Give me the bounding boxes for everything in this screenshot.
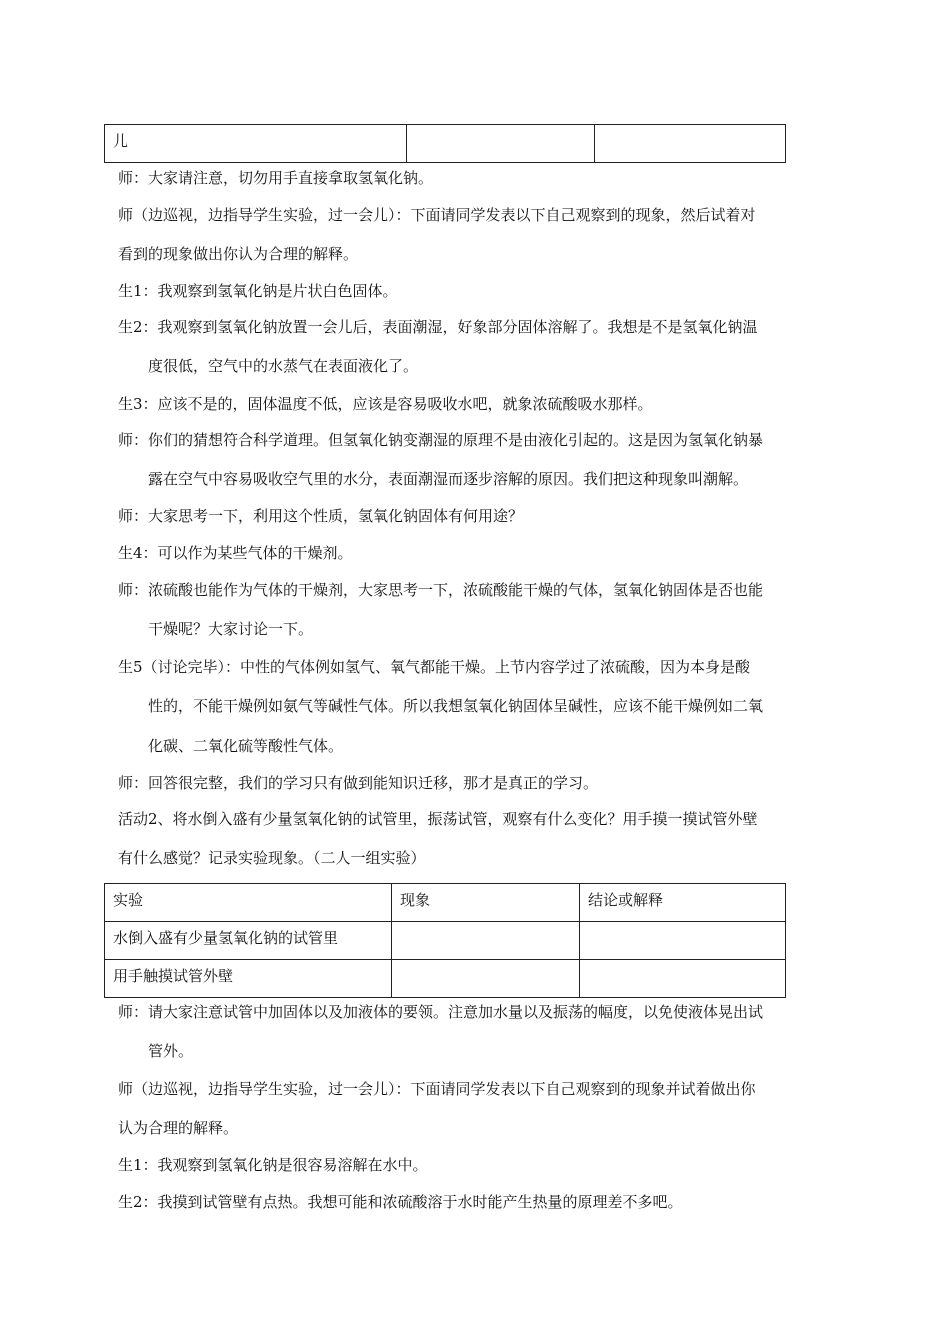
table-row [105,960,786,998]
experiment-table [104,883,786,998]
table-cell [580,960,786,998]
paragraph-line: 度很低，空气中的水蒸气在表面液化了。 [148,357,419,375]
paragraph-line: 认为合理的解释。 [118,1119,239,1137]
paragraph-line: 生2：我观察到氢氧化钠放置一会儿后，表面潮湿，好象部分固体溶解了。我想是不是氢氧化钠温 [118,318,758,336]
paragraph-line: 生1：我观察到氢氧化钠是很容易溶解在水中。 [118,1156,428,1174]
table-cell: 儿 [105,125,407,163]
table-cell [407,125,595,163]
paragraph-line: 师：大家请注意，切勿用手直接拿取氢氧化钠。 [118,169,434,187]
paragraph-line: 生3：应该不是的，固体温度不低，应该是容易吸收水吧，就象浓硫酸吸水那样。 [118,395,653,413]
table-header-row [105,884,786,922]
paragraph-line: 师（边巡视，边指导学生实验，过一会儿）：下面请同学发表以下自己观察到的现象并试着做出你 [118,1080,756,1098]
table-cell: 水倒入盛有少量氢氧化钠的试管里 [105,922,392,960]
table-cell [392,960,580,998]
paragraph-line: 师：你们的猜想符合科学道理。但氢氧化钠变潮湿的原理不是由液化引起的。这是因为氢氧化钠暴 [118,431,764,449]
table-header: 结论或解释 [580,884,786,922]
table-top-continuation [104,124,786,163]
table-cell [392,922,580,960]
paragraph-line: 看到的现象做出你认为合理的解释。 [118,245,359,263]
paragraph-line: 师（边巡视，边指导学生实验，过一会儿）：下面请同学发表以下自己观察到的现象，然后试着对 [118,206,756,224]
table-cell: 用手触摸试管外壁 [105,960,392,998]
paragraph-line: 师：浓硫酸也能作为气体的干燥剂，大家思考一下，浓硫酸能干燥的气体，氢氧化钠固体是否也能 [118,581,764,599]
paragraph-line: 性的，不能干燥例如氨气等碱性气体。所以我想氢氧化钠固体呈碱性，应该不能干燥例如二氧 [148,697,764,715]
table-cell [595,125,786,163]
paragraph-line: 化碳、二氧化硫等酸性气体。 [148,737,344,755]
table-row [105,922,786,960]
paragraph-line: 干燥呢？大家讨论一下。 [148,620,314,638]
paragraph-line: 活动2、将水倒入盛有少量氢氧化钠的试管里，振荡试管，观察有什么变化？用手摸一摸试管外壁 [118,810,758,828]
paragraph-line: 生1：我观察到氢氧化钠是片状白色固体。 [118,282,398,300]
paragraph-line: 师：大家思考一下，利用这个性质，氢氧化钠固体有何用途？ [118,507,524,525]
paragraph-line: 生2：我摸到试管壁有点热。我想可能和浓硫酸溶于水时能产生热量的原理差不多吧。 [118,1193,683,1211]
paragraph-line: 生5（讨论完毕）：中性的气体例如氢气、氧气都能干燥。上节内容学过了浓硫酸，因为本身是酸 [118,658,751,676]
paragraph-line: 有什么感觉？记录实验现象。（二人一组实验） [118,849,426,867]
table-header: 现象 [392,884,580,922]
table-cell [580,922,786,960]
paragraph-line: 师：请大家注意试管中加固体以及加液体的要领。注意加水量以及振荡的幅度，以免使液体晃出试 [118,1003,764,1021]
paragraph-line: 师：回答很完整，我们的学习只有做到能知识迁移，那才是真正的学习。 [118,774,599,792]
paragraph-line: 生4：可以作为某些气体的干燥剂。 [118,544,353,562]
table-header: 实验 [105,884,392,922]
paragraph-line: 露在空气中容易吸收空气里的水分，表面潮湿而逐步溶解的原因。我们把这种现象叫潮解。 [148,470,749,488]
table-row [105,125,786,163]
paragraph-line: 管外。 [148,1042,194,1060]
